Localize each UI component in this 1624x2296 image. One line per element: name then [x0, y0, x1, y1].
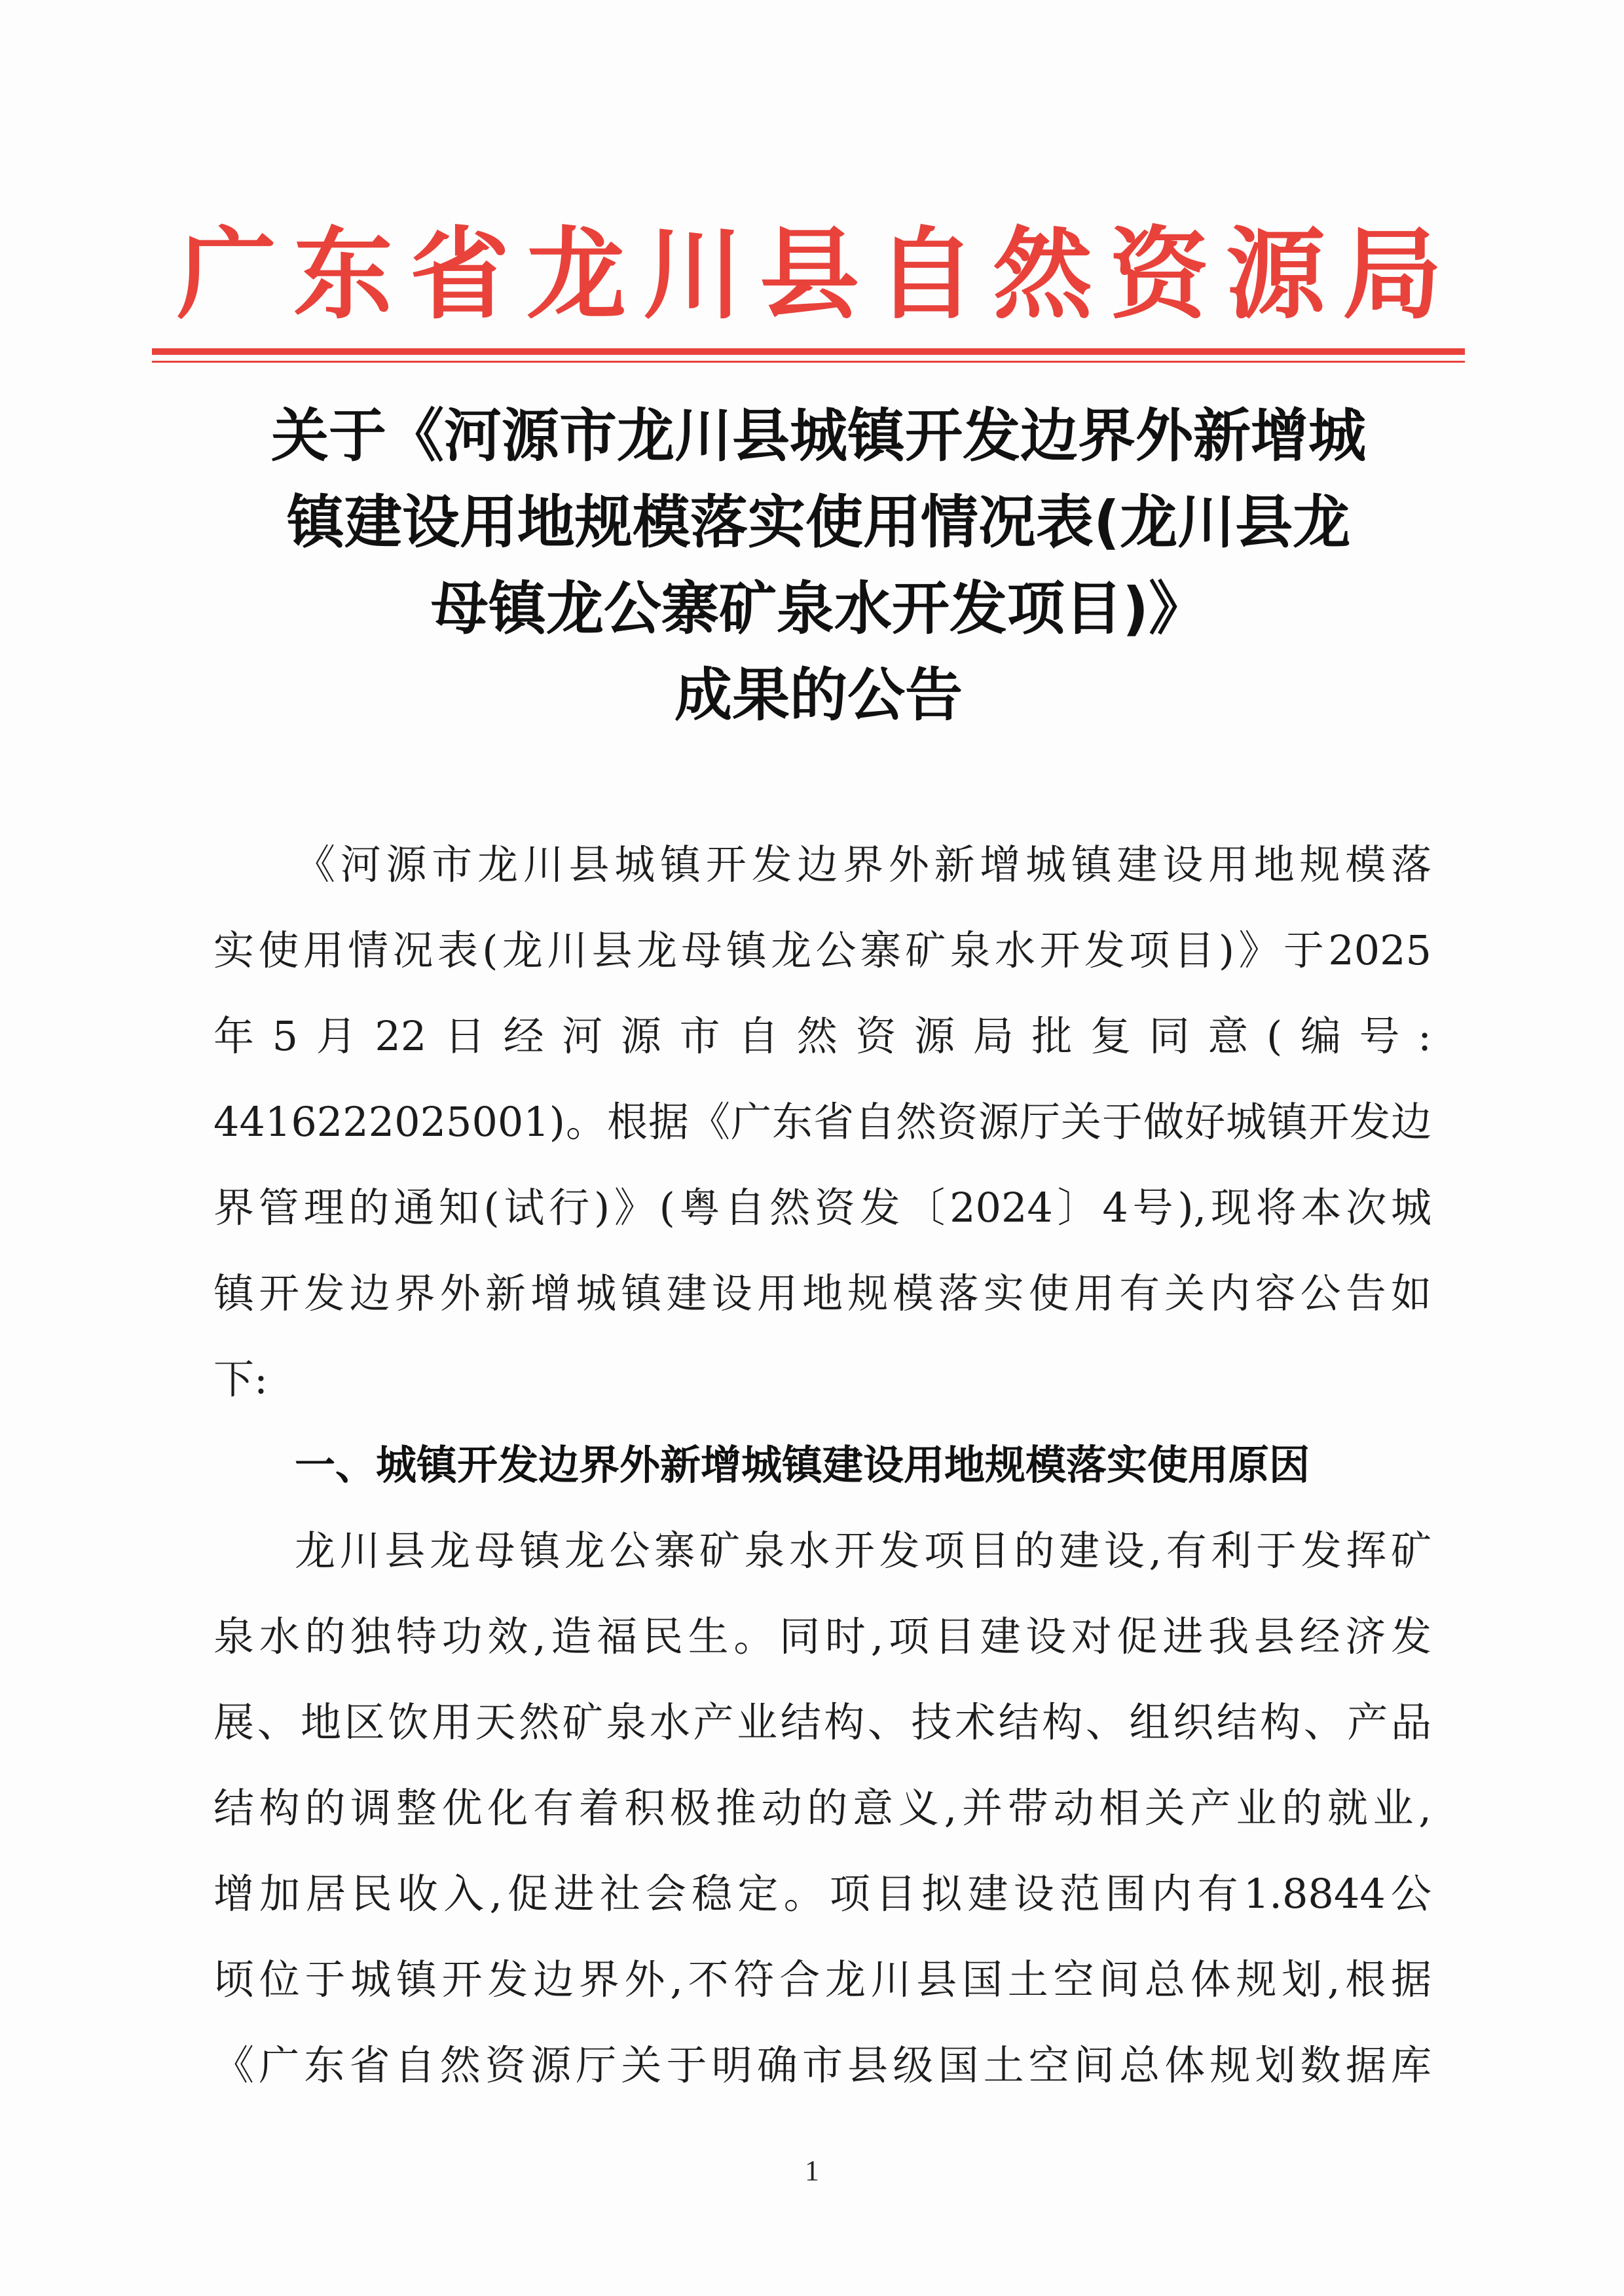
- notice-title-line: 母镇龙公寨矿泉水开发项目)》: [430, 575, 1207, 642]
- paragraph-2-line: 《广东省自然资源厅关于明确市县级国土空间总体规划数据库: [213, 2041, 1431, 2089]
- paragraph-2-line: 泉水的独特功效,造福民生。同时,项目建设对促进我县经济发: [213, 1613, 1431, 1660]
- notice-title-line: 成果的公告: [674, 661, 963, 729]
- notice-title-line: 镇建设用地规模落实使用情况表(龙川县龙: [286, 488, 1351, 556]
- paragraph-2-line: 结构的调整优化有着积极推动的意义,并带动相关产业的就业,: [213, 1784, 1431, 1832]
- notice-body: [213, 822, 1431, 2108]
- notice-title-line: 关于《河源市龙川县城镇开发边界外新增城: [270, 402, 1366, 469]
- paragraph-2-line: 顷位于城镇开发边界外,不符合龙川县国土空间总体规划,根据: [213, 1956, 1431, 2003]
- paragraph-1-line: 界管理的通知(试行)》(粤自然资发〔2024〕4号),现将本次城: [213, 1184, 1431, 1231]
- paragraph-1-line: 年5月22日经河源市自然资源局批复同意(编号:: [213, 1012, 1431, 1060]
- page-number: 1: [805, 2155, 819, 2187]
- issuing-organization-header: 广东省龙川县自然资源局: [177, 217, 1459, 333]
- notice-title: [196, 393, 1441, 738]
- paragraph-1-line: 镇开发边界外新增城镇建设用地规模落实使用有关内容公告如: [213, 1269, 1431, 1317]
- header-red-rule-thick: [152, 348, 1465, 355]
- paragraph-1-line: 4416222025001)。根据《广东省自然资源厅关于做好城镇开发边: [213, 1098, 1431, 1146]
- paragraph-1-line: 实使用情况表(龙川县龙母镇龙公寨矿泉水开发项目)》于2025: [213, 926, 1431, 974]
- paragraph-1-line: 《河源市龙川县城镇开发边界外新增城镇建设用地规模落: [295, 841, 1431, 888]
- paragraph-1-line: 下:: [213, 1355, 268, 1403]
- header-red-rule-thin: [152, 361, 1465, 363]
- paragraph-2-line: 展、地区饮用天然矿泉水产业结构、技术结构、组织结构、产品: [213, 1698, 1431, 1746]
- section-1-heading: 一、城镇开发边界外新增城镇建设用地规模落实使用原因: [295, 1441, 1310, 1489]
- paragraph-2-line: 龙川县龙母镇龙公寨矿泉水开发项目的建设,有利于发挥矿: [295, 1527, 1431, 1575]
- paragraph-2-line: 增加居民收入,促进社会稳定。项目拟建设范围内有1.8844公: [213, 1870, 1431, 1918]
